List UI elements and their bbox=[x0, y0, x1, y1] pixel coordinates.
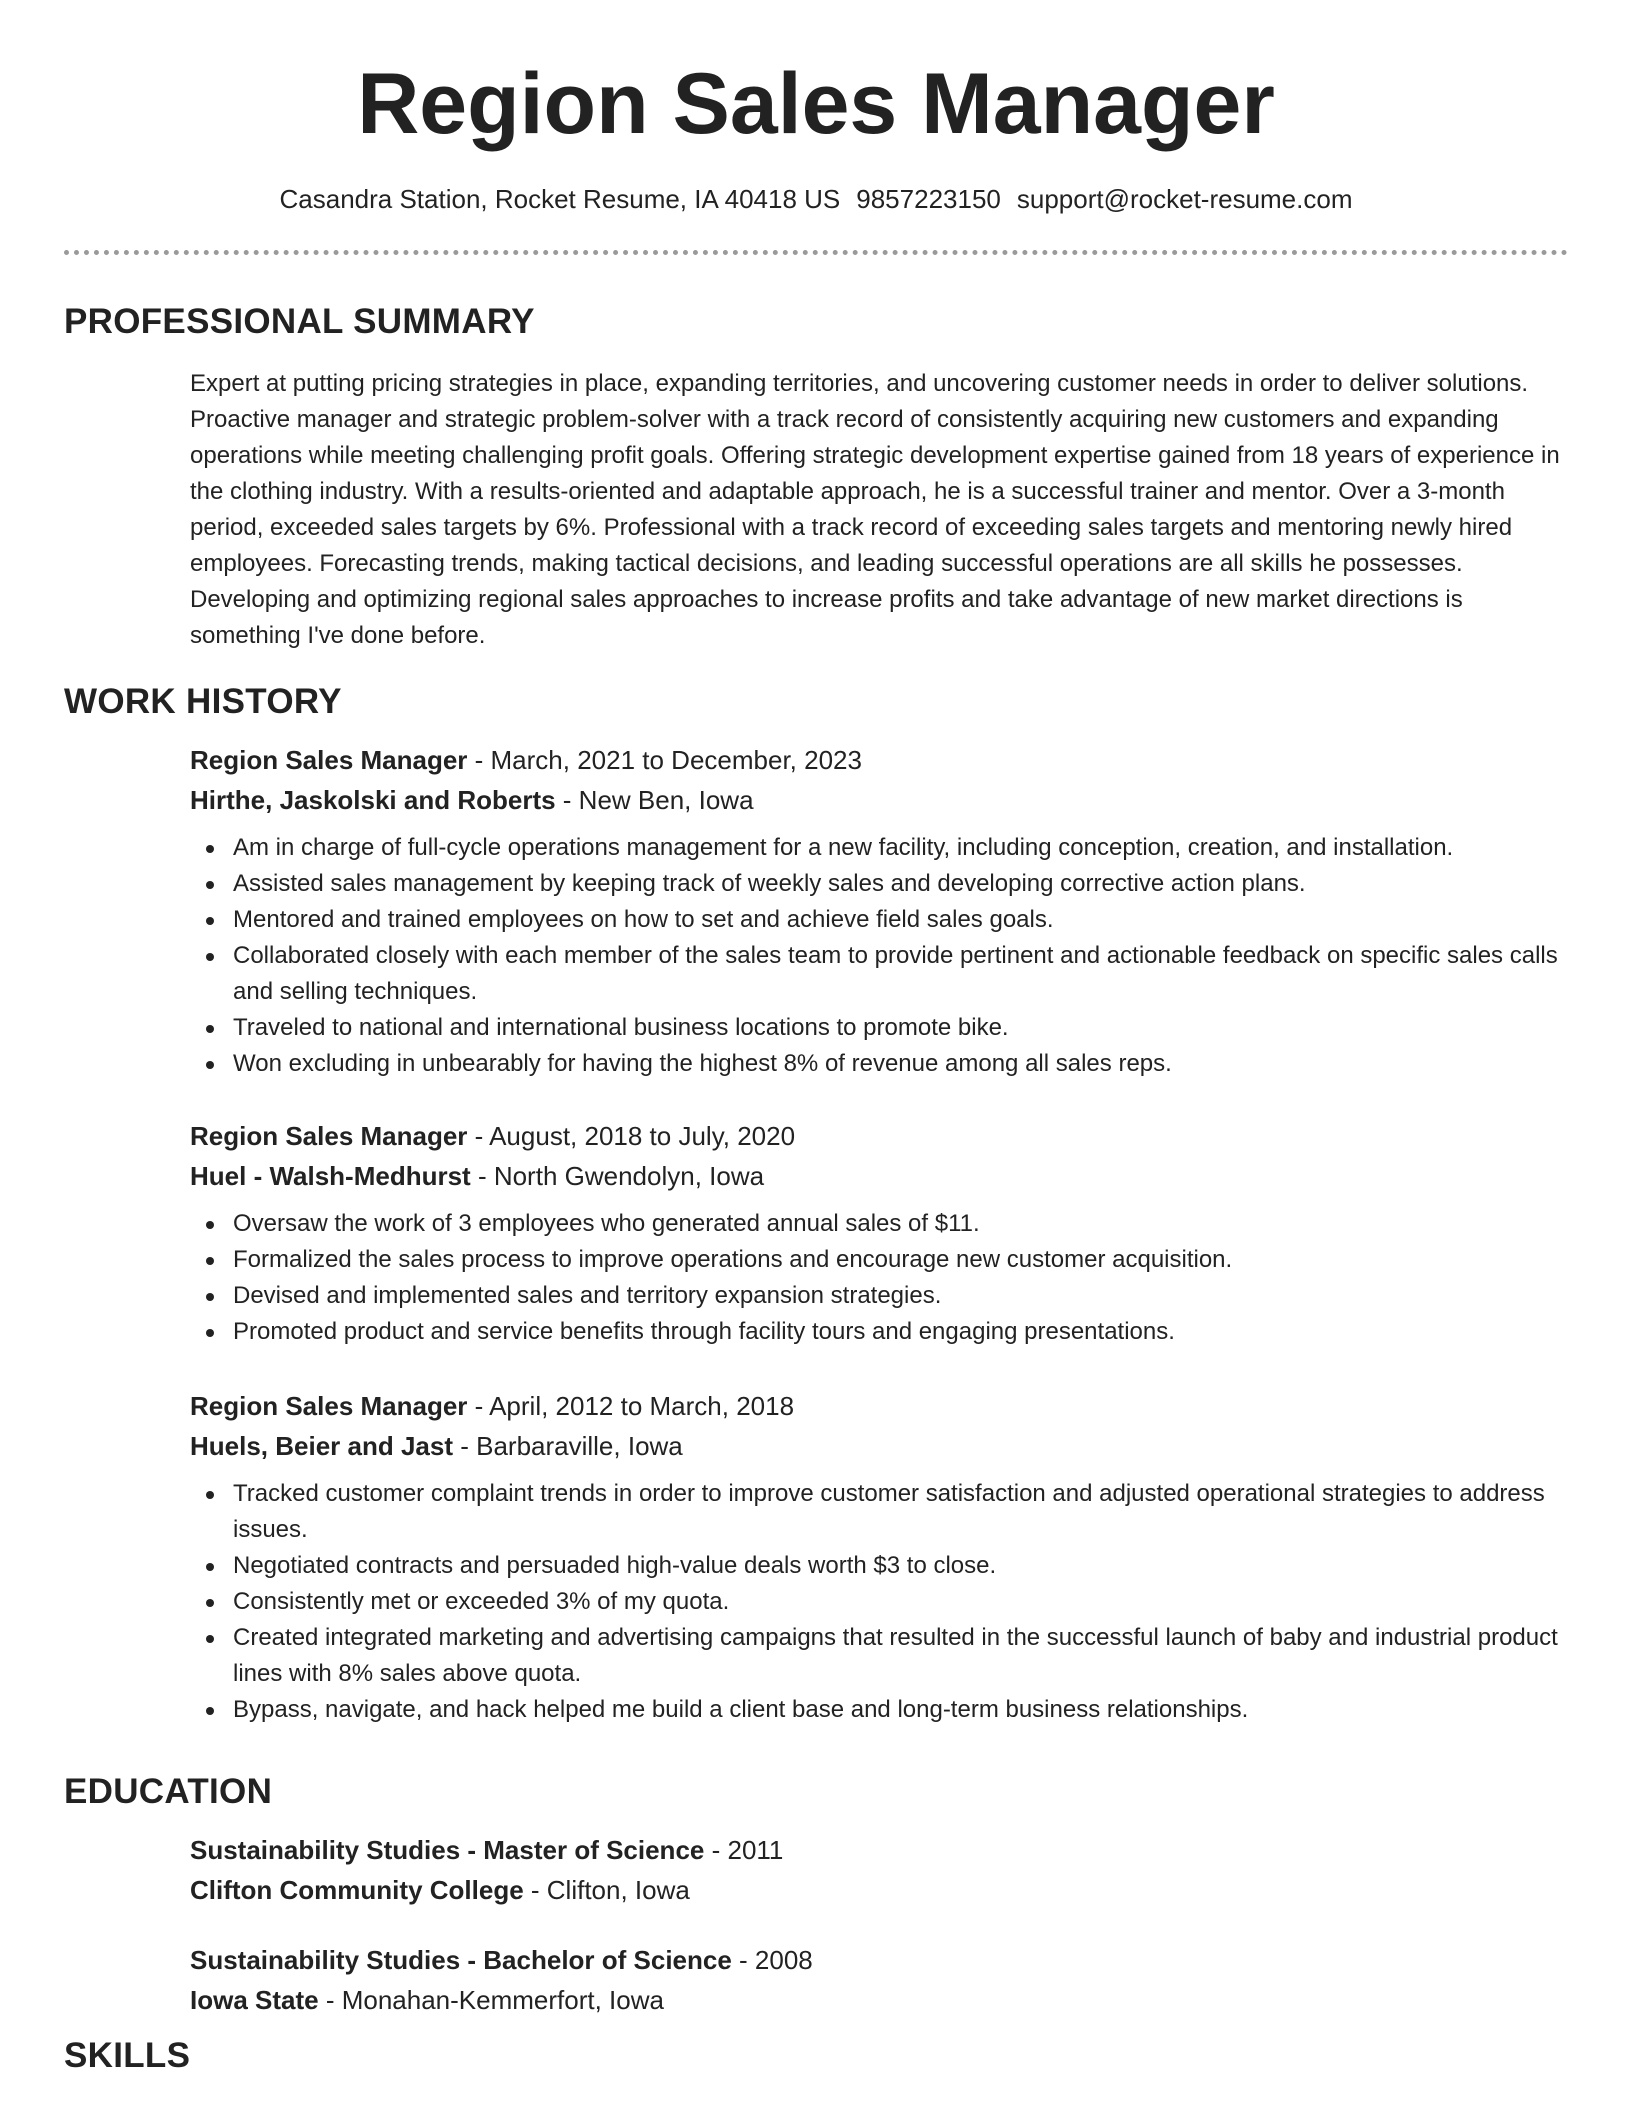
job-location: - New Ben, Iowa bbox=[555, 785, 754, 815]
education-entry bbox=[190, 1940, 1570, 2020]
section-title-work-history: WORK HISTORY bbox=[64, 682, 342, 721]
degree-year: - 2011 bbox=[704, 1835, 784, 1865]
bullet-item: Won excluding in unbearably for having the highest 8% of revenue among all sales reps. bbox=[190, 1046, 1570, 1082]
job-company: Hirthe, Jaskolski and Roberts bbox=[190, 785, 556, 815]
school-name: Iowa State bbox=[190, 1985, 319, 2015]
job-company-line bbox=[190, 1426, 1570, 1466]
candidate-name: Region Sales Manager bbox=[357, 56, 1275, 152]
school-line bbox=[190, 1870, 1570, 1910]
job-role: Region Sales Manager bbox=[190, 1391, 468, 1421]
job-title-line bbox=[190, 740, 1570, 780]
section-title-summary: PROFESSIONAL SUMMARY bbox=[64, 302, 535, 341]
job-title-line bbox=[190, 1386, 1570, 1426]
job-dates: - August, 2018 to July, 2020 bbox=[467, 1121, 796, 1151]
bullet-item: Created integrated marketing and advertising campaigns that resulted in the successful launch of baby and industrial product lines with 8% sales above quota. bbox=[190, 1620, 1570, 1692]
education-entry bbox=[190, 1830, 1570, 1910]
degree-line bbox=[190, 1940, 1570, 1980]
job-company: Huel - Walsh-Medhurst bbox=[190, 1161, 471, 1191]
job-location: - North Gwendolyn, Iowa bbox=[470, 1161, 765, 1191]
bullet-item: Formalized the sales process to improve operations and encourage new customer acquisition. bbox=[190, 1242, 1570, 1278]
bullet-item: Assisted sales management by keeping track of weekly sales and developing corrective action plans. bbox=[190, 866, 1570, 902]
bullet-item: Promoted product and service benefits through facility tours and engaging presentations. bbox=[190, 1314, 1570, 1350]
degree-name: Sustainability Studies - Bachelor of Science bbox=[190, 1945, 732, 1975]
contact-email[interactable]: support@rocket-resume.com bbox=[1016, 184, 1353, 214]
job-bullets bbox=[190, 1206, 1570, 1350]
job-company-line bbox=[190, 780, 1570, 820]
contact-phone: 9857223150 bbox=[856, 184, 1001, 214]
bullet-item: Oversaw the work of 3 employees who generated annual sales of $11. bbox=[190, 1206, 1570, 1242]
contact-line bbox=[0, 182, 1632, 216]
school-location: - Monahan-Kemmerfort, Iowa bbox=[318, 1985, 664, 2015]
job-role: Region Sales Manager bbox=[190, 1121, 468, 1151]
bullet-item: Negotiated contracts and persuaded high-value deals worth $3 to close. bbox=[190, 1548, 1570, 1584]
job-company-line bbox=[190, 1156, 1570, 1196]
bullet-item: Tracked customer complaint trends in order to improve customer satisfaction and adjusted operational strategies to address issues. bbox=[190, 1476, 1570, 1548]
degree-line bbox=[190, 1830, 1570, 1870]
bullet-item: Devised and implemented sales and territory expansion strategies. bbox=[190, 1278, 1570, 1314]
bullet-item: Mentored and trained employees on how to set and achieve field sales goals. bbox=[190, 902, 1570, 938]
school-name: Clifton Community College bbox=[190, 1875, 524, 1905]
job-title-line bbox=[190, 1116, 1570, 1156]
school-line bbox=[190, 1980, 1570, 2020]
degree-year: - 2008 bbox=[731, 1945, 813, 1975]
contact-address: Casandra Station, Rocket Resume, IA 40418 US bbox=[279, 184, 841, 214]
job-entry bbox=[190, 1386, 1570, 1728]
bullet-item: Collaborated closely with each member of the sales team to provide pertinent and actionable feedback on specific sales calls and selling techniques. bbox=[190, 938, 1570, 1010]
job-entry bbox=[190, 740, 1570, 1082]
header-divider bbox=[64, 250, 1568, 255]
job-role: Region Sales Manager bbox=[190, 745, 468, 775]
bullet-item: Bypass, navigate, and hack helped me build a client base and long-term business relationships. bbox=[190, 1692, 1570, 1728]
job-dates: - April, 2012 to March, 2018 bbox=[467, 1391, 795, 1421]
section-title-skills: SKILLS bbox=[64, 2036, 191, 2075]
school-location: - Clifton, Iowa bbox=[523, 1875, 690, 1905]
section-title-education: EDUCATION bbox=[64, 1772, 273, 1811]
job-dates: - March, 2021 to December, 2023 bbox=[467, 745, 862, 775]
job-company: Huels, Beier and Jast bbox=[190, 1431, 453, 1461]
bullet-item: Consistently met or exceeded 3% of my quota. bbox=[190, 1584, 1570, 1620]
job-location: - Barbaraville, Iowa bbox=[453, 1431, 683, 1461]
degree-name: Sustainability Studies - Master of Science bbox=[190, 1835, 705, 1865]
job-bullets bbox=[190, 1476, 1570, 1728]
bullet-item: Am in charge of full-cycle operations management for a new facility, including conception, creation, and installation. bbox=[190, 830, 1570, 866]
summary-text: Expert at putting pricing strategies in place, expanding territories, and uncovering customer needs in order to deliver solutions. Proactive manager and strategic problem-solver with a track record of consistently acquiring new customers and expanding operations while meeting challenging profit goals. Offering strategic development expertise gained from 18 years of experience in the clothing industry. With a results-oriented and adaptable approach, he is a successful trainer and mentor. Over a 3-month period, exceeded sales targets by 6%. Professional with a track record of exceeding sales targets and mentoring newly hired employees. Forecasting trends, making tactical decisions, and leading successful operations are all skills he possesses. Developing and optimizing regional sales approaches to increase profits and take advantage of new market directions is something I've done before. bbox=[190, 370, 1560, 649]
bullet-item: Traveled to national and international business locations to promote bike. bbox=[190, 1010, 1570, 1046]
job-entry bbox=[190, 1116, 1570, 1350]
job-bullets bbox=[190, 830, 1570, 1082]
